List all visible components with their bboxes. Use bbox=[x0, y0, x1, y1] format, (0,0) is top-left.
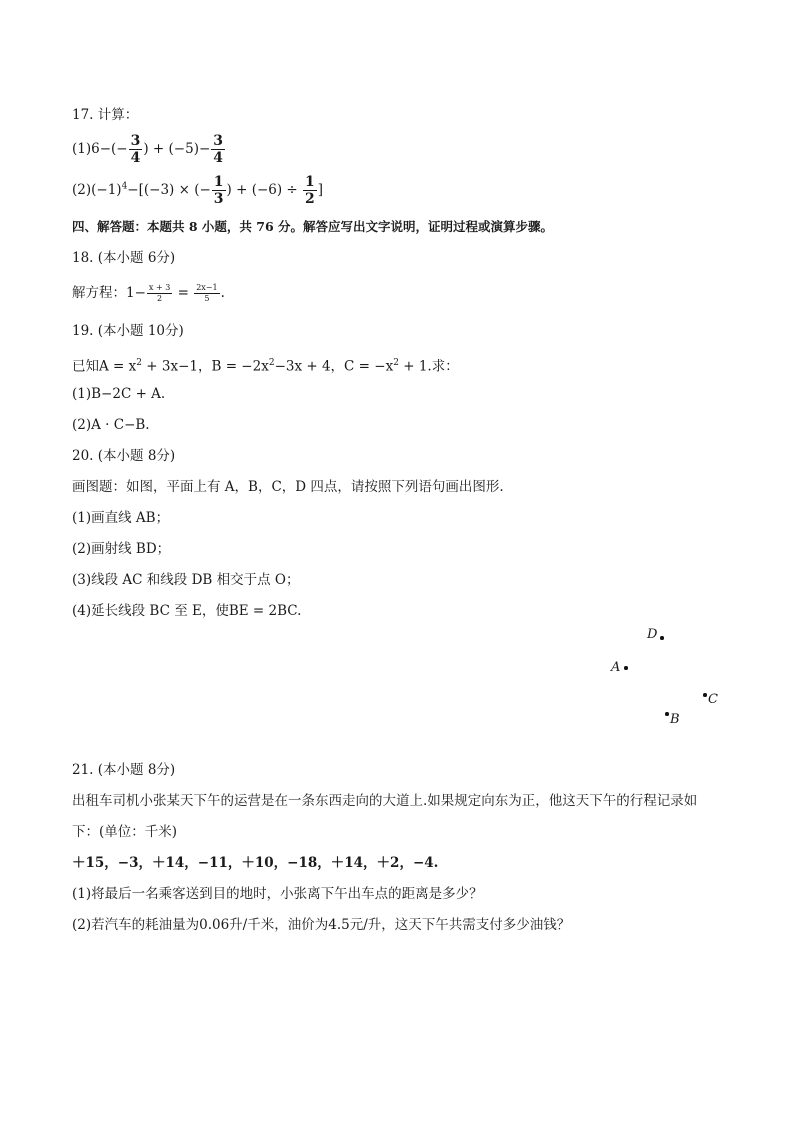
q18-title: 18. (本小题 6分) bbox=[72, 250, 176, 266]
point-c-label: C bbox=[708, 692, 718, 707]
fraction: $\frac{1}{3}$ bbox=[213, 174, 224, 207]
q21-statement-line1: 出租车司机小张某天下午的运营是在一条东西走向的大道上.如果规定向东为正，他这天下午的行程记录如 bbox=[72, 793, 698, 809]
q19-part1: (1)B−2C + A. bbox=[72, 386, 166, 402]
q19-statement: 已知$A = x^2 + 3x-1$，$B = -2x^2-3x + 4$，$C = -x^2 + 1$.求： bbox=[72, 358, 459, 375]
q21-statement-line2: 下：(单位：千米) bbox=[72, 824, 178, 840]
q21-part1: (1)将最后一名乘客送到目的地时，小张离下午出车点的距离是多少？ bbox=[72, 886, 483, 902]
q17-part1: (1)6−(− $\frac{3}{4}$ ) + (−5)− $\frac{3}{4}$ bbox=[72, 133, 224, 166]
point-b-label: B bbox=[670, 712, 680, 727]
fraction: $\frac{3}{4}$ bbox=[213, 133, 224, 166]
q18-equation: 解方程：1− $\frac{x + 3}{2}$ = $\frac{2x-1}{5}$ . bbox=[72, 283, 225, 303]
fraction: $\frac{3}{4}$ bbox=[130, 133, 141, 166]
q20-statement: 画图题：如图，平面上有 A，B，C，D 四点，请按照下列语句画出图形. bbox=[72, 479, 504, 495]
q20-part2: (2)画射线 BD； bbox=[72, 541, 171, 557]
fraction: $\frac{2x-1}{5}$ bbox=[196, 283, 218, 303]
q17-title: 17. 计算： bbox=[72, 107, 139, 123]
q21-data: ＋15，−3，＋14，−11，＋10，−18，＋14，＋2，−4. bbox=[72, 855, 439, 871]
q19-part2: (2)A · C−B. bbox=[72, 417, 150, 433]
point-b-dot bbox=[665, 712, 669, 716]
point-a-label: A bbox=[611, 660, 621, 675]
point-d-label: D bbox=[647, 627, 658, 642]
section-heading: 四、解答题：本题共 8 小题，共 76 分。解答应写出文字说明，证明过程或演算步骤。 bbox=[72, 219, 554, 234]
q21-title: 21. (本小题 8分) bbox=[72, 762, 176, 778]
q17-part2: $(2)(-1)^4-[(-3)$ × (− $\frac{1}{3}$ ) + (−6) ÷ $\frac{1}{2}$ ] bbox=[72, 174, 324, 207]
q20-title: 20. (本小题 8分) bbox=[72, 448, 176, 464]
q20-part3: (3)线段 AC 和线段 DB 相交于点 O； bbox=[72, 572, 300, 588]
point-c-dot bbox=[703, 693, 707, 697]
point-d-dot bbox=[660, 636, 664, 640]
q21-part2: (2)若汽车的耗油量为0.06升/千米，油价为4.5元/升，这天下午共需支付多少油钱？ bbox=[72, 917, 571, 933]
q20-part1: (1)画直线 AB； bbox=[72, 510, 170, 526]
point-a-dot bbox=[624, 666, 628, 670]
fraction: $\frac{x + 3}{2}$ bbox=[148, 283, 171, 303]
q19-title: 19. (本小题 10分) bbox=[72, 323, 184, 339]
q20-part4: (4)延长线段 BC 至 E，使BE = 2BC. bbox=[72, 603, 302, 619]
fraction: $\frac{1}{2}$ bbox=[305, 174, 315, 207]
